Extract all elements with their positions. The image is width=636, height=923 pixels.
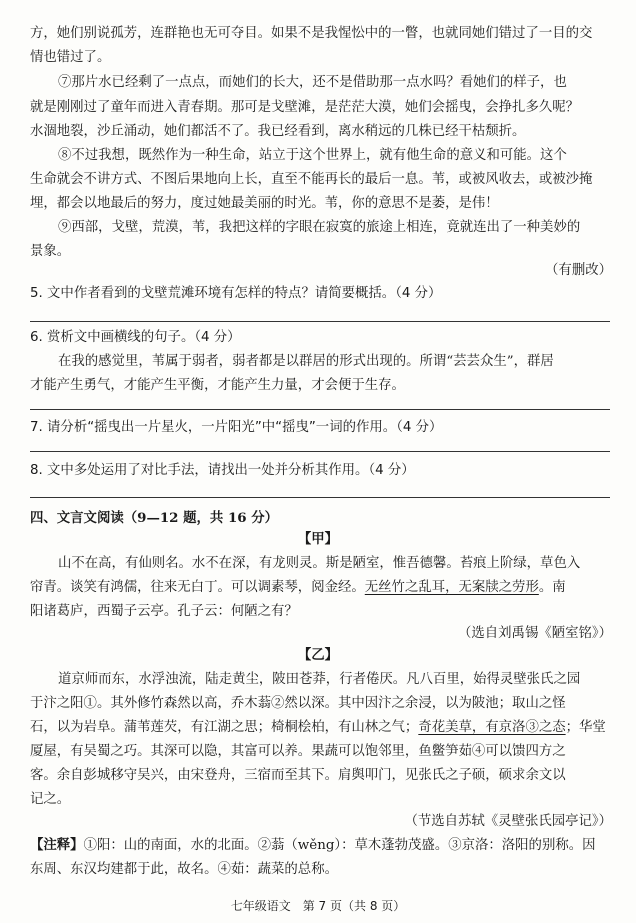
source-note: （选自刘禹锡《陋室铭》） <box>458 626 612 641</box>
question-8: 8. 文中多处运用了对比手法，请找出一处并分析其作用。（4 分） <box>30 463 415 478</box>
passage-line: 生命就会不讲方式、不图后果地向上长，直至不能再长的最后一息。苇，或被风收去，或被沙掩 <box>30 172 593 187</box>
passage-line: 景象。 <box>30 244 71 259</box>
section-heading: 四、文言文阅读（9—12 题，共 16 分） <box>30 510 279 526</box>
page-footer: 七年级语文 第 7 页（共 8 页） <box>230 899 406 913</box>
classical-line: 石，以为岩阜。蒲苇莲芡，有江湖之思；椅桐桧柏，有山林之气；奇花美草，有京洛③之态；华堂 <box>30 720 606 735</box>
question-5: 5. 文中作者看到的戈壁荒滩环境有怎样的特点？请简要概括。（4 分） <box>30 286 442 301</box>
question-7: 7. 请分析“摇曳出一片星火，一片阳光”中“摇曳”一词的作用。（4 分） <box>30 420 443 435</box>
classical-line: 阳诸葛庐，西蜀子云亭。孔子云：何陋之有？ <box>30 604 298 619</box>
classical-line: 山不在高，有仙则名。水不在深，有龙则灵。斯是陋室，惟吾德馨。苔痕上阶绿，草色入 <box>58 556 581 571</box>
passage-line: 就是刚刚过了童年而进入青春期。那可是戈壁滩，是茫茫大漠，她们会摇曳，会挣扎多久呢？ <box>30 100 580 115</box>
passage-line: ⑨西部，戈壁，荒漠，苇，我把这样的字眼在寂寞的旅途上相连，竟就连出了一种美妙的 <box>58 220 581 235</box>
passage-line: ⑦那片水已经剩了一点点，而她们的长大，还不是借助那一点水吗？看她们的样子，也 <box>58 75 567 90</box>
answer-line <box>30 451 610 452</box>
source-note: （节选自苏轼《灵壁张氏园亭记》） <box>404 814 612 829</box>
question-6: 6. 赏析文中画横线的句子。（4 分） <box>30 330 241 345</box>
passage-line: 情也错过了。 <box>30 50 111 65</box>
answer-line <box>30 321 610 322</box>
passage-line: 方，她们别说孤芳，连群艳也无可夺目。如果不是我惺忪中的一瞥，也就同她们错过了一目的交 <box>30 26 593 41</box>
classical-line: 客。余自彭城移守吴兴，由宋登舟，三宿而至其下。肩舆叩门，见张氏之子硕，硕求余文以 <box>30 768 566 783</box>
underlined-sentence: 无丝竹之乱耳，无案牍之劳形 <box>364 580 539 595</box>
quote-line: 才能产生勇气，才能产生平衡，才能产生力量，才会便于生存。 <box>30 378 405 393</box>
answer-line <box>30 409 610 410</box>
passage-line: 埋，都会以地最后的努力，度过她最美丽的时光。苇，你的意思不是萎，是伟！ <box>30 196 499 211</box>
classical-line: 帘青。谈笑有鸿儒，往来无白丁。可以调素琴，阅金经。无丝竹之乱耳，无案牍之劳形。南 <box>30 580 566 595</box>
passage-line: ⑧不过我想，既然作为一种生命，站立于这个世界上，就有他生命的意义和可能。这个 <box>58 148 567 163</box>
classical-line: 于汴之阳①。其外修竹森然以高，乔木蓊②然以深。其中因汴之余浸，以为陂池；取山之怪 <box>30 696 566 711</box>
notes-label: 【注释】 <box>30 837 84 853</box>
passage-line: 水涸地裂，沙丘涌动，她们都活不了。我已经看到，离水稍远的几株已经干枯颓折。 <box>30 124 526 139</box>
revision-note: （有删改） <box>545 263 612 278</box>
classical-line: 道京师而东，水浮浊流，陆走黄尘，陂田苍莽，行者倦厌。凡八百里，始得灵壁张氏之园 <box>58 672 581 687</box>
notes-line: 东周、东汉均建都于此，故名。④茹：蔬菜的总称。 <box>30 862 338 877</box>
passage-b-title: 【乙】 <box>297 647 339 663</box>
classical-line: 厦屋，有吴蜀之巧。其深可以隐，其富可以养。果蔬可以饱邻里，鱼鳖笋茹④可以馈四方之 <box>30 744 566 759</box>
quote-line: 在我的感觉里，苇属于弱者，弱者都是以群居的形式出现的。所谓“芸芸众生”，群居 <box>58 354 554 369</box>
passage-a-title: 【甲】 <box>297 531 339 547</box>
classical-line: 记之。 <box>30 792 71 807</box>
notes-line: 【注释】①阳：山的南面，水的北面。②蓊（wěng）：草木蓬勃茂盛。③京洛：洛阳的别称。因 <box>30 837 596 853</box>
underlined-sentence: 奇花美草，有京洛③之态 <box>418 720 566 735</box>
answer-line <box>30 497 610 498</box>
